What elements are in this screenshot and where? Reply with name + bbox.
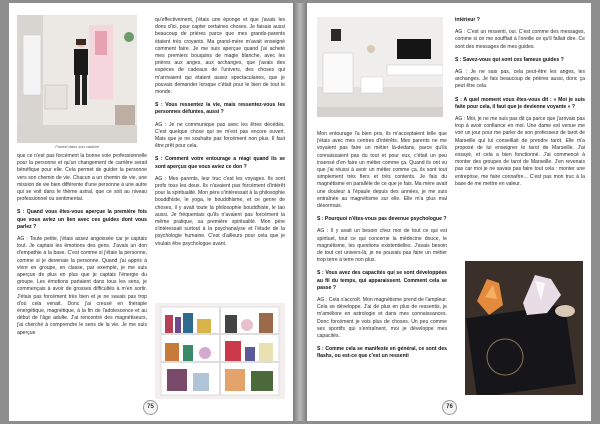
- office-photo: [17, 15, 137, 143]
- answer-feeling: AG : C'est un ressenti, oui. C'est comme des messages, comme si on me soufflait à l'oreille ce qu'il fallait dire. Ce sont des messages de mes guides.: [455, 29, 585, 50]
- question-becoming-psychic: S : A quel moment vous êtes-vous dit : « Moi je suis faite pour cela, il faut que je devienne voyante » ?: [455, 96, 585, 110]
- tv-room-photo: [317, 17, 443, 117]
- right-column-1: [317, 131, 447, 366]
- left-column-2: [155, 17, 285, 254]
- page-number-right: 76: [442, 400, 457, 415]
- question-guides: S : Savez-vous qui sont ces fameux guides ?: [455, 56, 564, 63]
- intro-paragraph: que ce n'est pas forcément la bonne voie professionnelle pour la personne et qu'un changement de carrière serait bénéfique pour elle. Cela permet de guider la personne vers son chemin de vie. Chacun a un chemin de vie, une mission de vie bien différente d'une personne à une autre qui se voit dans le thème astral, que ce soit au niveau professionnel ou sentimental.: [17, 153, 147, 203]
- right-page: [307, 3, 591, 421]
- answer-guides: AG : Je ne sais pas, cela peut-être les anges, les archanges. Je fais beaucoup de prières aussi, donc ça peut être cela.: [455, 69, 585, 90]
- answer-becoming-psychic: AG : Moi, je ne me suis pas dit ça parce que j'arrivais pas trop à avoir confiance en moi. Une dame est venue me voir un jour pour me parler de son professeur de tarot de Marseille qui lui conseillait de prendre tarot. Elle m'a proposé de lui enseigner le tarot de Marseille. J'ai essayé, et cela a bien fonctionné. J'ai commencé à monter des groupes de tarot de Marseille. J'en revenais pas car moi je ne savais pas faire tout cela : monter une entreprise, me faire connaître... C'est pas mon truc à la base de me mettre en valeur.: [455, 116, 585, 187]
- question-abilities: S : Vous avez des capacités qui se sont développées au fil du temps, qui apparaissent. Comment cela se passe ?: [317, 270, 447, 291]
- question-flashes: S : Comme cela se manifeste en général, ce sont des flashs, ou est-ce que c'est un ressenti: [317, 346, 447, 360]
- photo-caption: Fanest dans son cabinet: [55, 144, 99, 149]
- answer-entourage: AG : Mes parents, leur truc c'est les voyages. Ils sont profs tous les deux. Ils n'avaient pas forcément d'intérêt pour la spiritualité. Mon père s'intéressait à la philosophie bouddhiste, le yoga, le bouddhisme, et ce genre de choses, il y avait toute la philosophie bouddhiste, le tao aussi. Je fréquentais qu'ils n'avaient pas forcément la même pratique, sa première spiritualité. Mon père s'intéressait surtout à la psychanalyse et l'étude de la psychologie humaine. C'est d'ailleurs pour cela que je voulais être psychologue avant.: [155, 175, 285, 247]
- question-deceased: S : Vous ressentez la vie, mais ressentez-vous les personnes défuntes, aussi ?: [155, 102, 285, 116]
- answer-psychologist: AG : Il y avait un besoin chez moi de tout ce qui est spirituel, tout ce qui concerne la médecine douce, le magnétisme, les questions existentielles. J'avais besoin de tout cet univers-là, je ne pouvais pas faire un métier trop terre à terre non plus.: [317, 228, 447, 264]
- question-psychologist: S : Pourquoi n'êtes-vous pas devenue psychologue ?: [317, 216, 447, 223]
- question-continued: intérieur ?: [455, 17, 480, 23]
- right-column-2: [455, 17, 585, 194]
- page-number-left: 75: [143, 400, 158, 415]
- shelf-photo: [155, 303, 285, 399]
- left-column-1: [17, 153, 147, 343]
- question-first-link: S : Quand vous êtes-vous aperçue la première fois que vous aviez un lien avec ces guides dont vous parlez ?: [17, 209, 147, 230]
- left-page: [9, 3, 293, 421]
- answer-abilities: AG : Cela s'accroît. Mon magnétisme prend de l'ampleur. Cela se développe. J'ai de plus en plus de ressentis, je m'améliore en astrologie et dans mes connaissances. Donc forcément je vois plus de choses. Un peu comme ses sportifs qui s'entraînent, moi je développe mes capacités.: [317, 297, 447, 340]
- answer-first-link: AG : Toute petite, j'étais assez angoissée car je captais tout. Je captais les émotions des gens. J'avais un don d'empathie à la base. C'est comme si j'étais la personne, comme si je devenais la personne. Quand j'ai appris à vivre en groupe, en classe, par exemple, je me suis aperçue de plus en plus que je captais l'énergie du groupe. Les émotions partaient dans tous les sens, je commençais à avoir de grosses difficultés à m'en sortir. J'étais pas forcément très bien et je ne savais pas trop d'où cela venait. Donc j'ai creusé en thérapie énergétique, magnétique, à la fin de l'adolescence et au début de l'âge adulte. J'ai rencontré des magnétiseurs, j'ai cherché à comprendre le sens de la vie. Je me suis aperçue: [17, 236, 147, 336]
- answer-deceased: AG : Je ne communique pas avec les êtres décédés. C'est quelque chose qui ne m'est pas encore ouvert. Mais que je ne souhaite pas forcément non plus. Il faut être prêt pour cela.: [155, 121, 285, 150]
- book-gutter: [293, 3, 307, 421]
- answer-continued: qu'effectivement, j'étais une éponge et que j'avais les dons d'ici, pour capter certaines choses. Je faisais aussi beaucoup de prières parce que mes grands-parents étaient très croyants. Ma grand-mère m'avait enseigné comment faire. Je me suis aperçue quand j'ai acheté mes premiers bouquins de magie blanche, avec les prières aux anges, aux archanges, que j'avais des espèces de cadeaux de l'univers, des choses qui m'arrivaient qui étaient assez spectaculaires, que je pouvais demander lorsque c'était pour le bien de tout le monde.: [155, 17, 285, 96]
- crystals-cards-photo: [465, 261, 583, 395]
- question-entourage: S : Comment votre entourage a réagi quand ils se sont aperçus que vous aviez ce don ?: [155, 156, 285, 170]
- family-paragraph: Mon entourage l'a bien pris, ils m'acceptaient telle que j'étais avec mes centres d'intérêts. Mes parents ne me voyaient pas faire un métier là-dedans, parce qu'ils connaissaient pas du tout et pour eux, c'était un peu insensé d'en faire un métier comme ça. Quand ils ont vu que j'ai réussi à avoir un métier comme ça, ils sont tout simplement très fiers et très contents. Je fais du magnétisme en parallèle de ce que je fais. Ma mère avait une douleur à l'épaule depuis des années, je me suis entraînée au magnétisme sur elle. Elle m'a plus mal désormais.: [317, 131, 447, 210]
